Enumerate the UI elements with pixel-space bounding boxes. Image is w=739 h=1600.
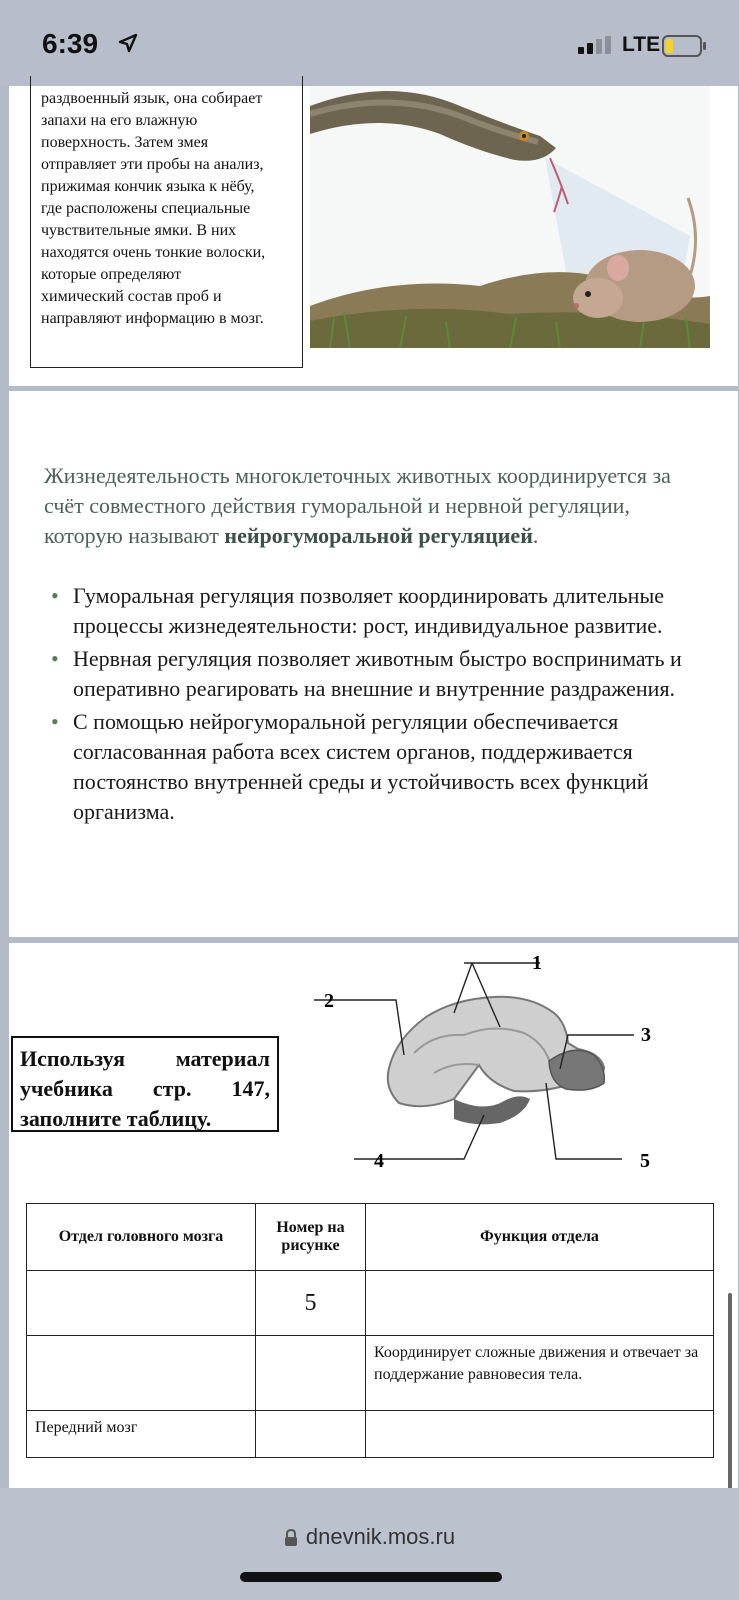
table-row	[27, 1411, 714, 1458]
signal-strength-icon	[578, 36, 618, 54]
regulation-bullets	[49, 581, 709, 830]
column-header: Отдел головного мозга	[27, 1204, 256, 1271]
text-line: запахи на его влажную	[41, 112, 198, 129]
text-line: чувствительные ямки. В них	[41, 222, 237, 239]
bullet-icon: •	[51, 583, 59, 608]
scrollbar[interactable]	[728, 1293, 732, 1493]
dept-cell	[27, 1271, 256, 1336]
task-instruction: Используя материал учебника стр. 147, заполните таблицу.	[11, 1036, 279, 1132]
intro-period: .	[532, 523, 539, 548]
snake-text-box	[30, 76, 303, 368]
number-cell: 5	[256, 1271, 366, 1336]
text-line: поверхность. Затем змея	[41, 134, 209, 151]
diagram-label: 5	[640, 1150, 650, 1172]
text-line: прижимая кончик языка к нёбу,	[41, 178, 255, 195]
table-row	[27, 1336, 714, 1411]
list-item	[49, 644, 709, 704]
url-text: dnevnik.mos.ru	[305, 1524, 456, 1549]
function-cell: Координирует сложные движения и отвечает за поддержание равновесия тела.	[366, 1336, 714, 1411]
snake-mouse-illustration	[310, 86, 710, 348]
text-line: где расположены специальные	[41, 200, 251, 217]
bullet-text: Нервная регуляция позволяет животным быстро воспринимать и оперативно реагировать на внешние и внутренние раздражения.	[73, 646, 682, 701]
brain-diagram	[304, 943, 704, 1183]
dept-cell	[27, 1336, 256, 1411]
location-arrow-icon	[118, 33, 138, 53]
page-snake	[9, 86, 738, 386]
list-item	[49, 707, 709, 827]
page-task	[9, 943, 738, 1488]
function-cell	[366, 1271, 714, 1336]
list-item	[49, 581, 709, 641]
dept-cell: Передний мозг	[27, 1411, 256, 1458]
text-line: химический состав проб и	[41, 288, 222, 305]
text-line: которые определяют	[41, 266, 182, 283]
column-header: Функция отдела	[366, 1204, 714, 1271]
address-field[interactable]	[0, 1524, 739, 1550]
text-line: направляют информацию в мозг.	[41, 310, 264, 327]
home-indicator[interactable]	[240, 1572, 502, 1582]
table-row	[27, 1271, 714, 1336]
diagram-label: 4	[374, 1150, 384, 1172]
diagram-label: 2	[324, 990, 334, 1012]
bullet-text: Гуморальная регуляция позволяет координировать длительные процессы жизнедеятельности: рост, индивидуальное развитие.	[73, 583, 665, 638]
text-line: раздвоенный язык, она собирает	[41, 90, 263, 107]
brain-table	[26, 1203, 714, 1458]
function-cell	[366, 1411, 714, 1458]
bullet-icon: •	[51, 646, 59, 671]
browser-url-bar[interactable]	[0, 1488, 739, 1600]
network-type: LTE	[622, 33, 661, 56]
clock: 6:39	[42, 28, 99, 59]
column-header: Номер на рисунке	[256, 1204, 366, 1271]
intro-text: Жизнедеятельность многоклеточных животных координируется за счёт совместного действия гуморальной и нервной регуляции, которую называют	[44, 463, 671, 548]
number-cell	[256, 1336, 366, 1411]
status-bar	[0, 0, 739, 86]
battery-low-icon	[662, 35, 708, 57]
bullet-icon: •	[51, 709, 59, 734]
key-term: нейрогуморальной регуляцией	[224, 523, 533, 548]
diagram-label: 1	[532, 952, 542, 974]
text-line: отправляет эти пробы на анализ,	[41, 156, 264, 173]
bullet-text: С помощью нейрогуморальной регуляции обеспечивается согласованная работа всех систем органов, поддерживается постоянство внутренней среды и устойчивость всех функций организма.	[73, 709, 649, 824]
lock-icon	[284, 1529, 298, 1547]
diagram-label: 3	[641, 1024, 651, 1046]
page-regulation	[9, 391, 738, 937]
number-cell	[256, 1411, 366, 1458]
regulation-intro	[44, 461, 704, 551]
text-line: находятся очень тонкие волоски,	[41, 244, 266, 261]
